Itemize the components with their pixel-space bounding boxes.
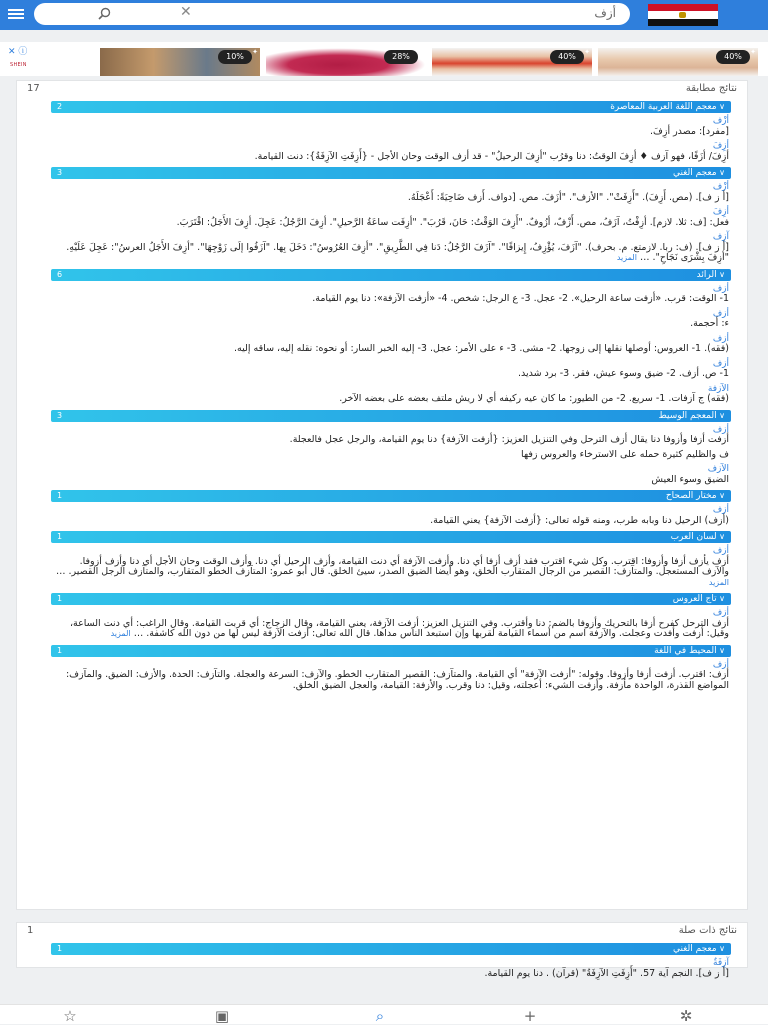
section-header[interactable] xyxy=(51,101,731,113)
section-count: 1 xyxy=(57,532,63,541)
dictionary-entry xyxy=(51,356,731,381)
dictionary-entry xyxy=(51,281,731,306)
dictionary-section xyxy=(51,531,731,589)
dictionary-section xyxy=(51,645,731,693)
top-bar xyxy=(0,0,768,30)
discount-badge: 10% xyxy=(218,50,252,64)
dictionary-section xyxy=(51,410,731,487)
entry-headword[interactable]: أزف xyxy=(712,659,729,670)
dictionary-entry xyxy=(51,502,731,527)
section-title: ∨ لسان العرب xyxy=(671,531,725,543)
section-header[interactable] xyxy=(51,531,731,543)
entry-definition: (أزف) الرحيل دنا وبابه طرب، ومنه قوله تعالى: {أزفت الآزفة} يعني القيامة. xyxy=(430,514,729,526)
section-header[interactable] xyxy=(51,943,731,955)
sparkle-icon: ✦ xyxy=(584,48,590,56)
entry-definition: [أ ز ف]. النجم آية 57. "أَزِفَتِ الآزِفَةُ" (قرآن) . دنا يوم القيامة. xyxy=(484,967,729,979)
search-input[interactable]: أزف xyxy=(594,6,616,20)
dictionary-entry xyxy=(51,113,731,138)
dictionary-entry: أزف أزف الترحل كفرح أزفا بالتحريك وأزوفا بالضم: دنا وأقترب. وفي التنزيل العزيز: أزفت الآزفة، يعني القيامة، وقال الزجاج: أي قربت القيامة. وقال الراغب: أي دنت الساعة، وقيل: أزفت وأفدت وعجلت. والآزفة اسم من أسماء القيامة لقربها وإن استبعد الناس مداها. قال الله تعالى: أزفت الآزفة ليس لها من دون الله كاشفة. … المزيد xyxy=(51,605,731,641)
ad-info-icon[interactable]: ✕ ⓘ xyxy=(8,47,28,57)
section-count: 3 xyxy=(57,168,63,177)
dictionary-section xyxy=(51,490,731,527)
entry-definition: [أ ز ف]. (مص. أَزِفَ). "أَزِفَتْ". "الأزف". "أزَفَ. مص. [دواف. أَزف ضَاحِيَةً: أَعْجَلَهُ. xyxy=(407,191,729,203)
section-title: ∨ المحيط في اللغة xyxy=(654,645,725,657)
dictionary-entry xyxy=(51,447,731,462)
section-header[interactable] xyxy=(51,269,731,281)
section-title: ∨ تاج العروس xyxy=(673,593,725,605)
search-nav-icon[interactable]: ⌕ xyxy=(375,1007,385,1025)
ad-item[interactable] xyxy=(598,48,758,76)
entry-headword[interactable]: أزف xyxy=(712,505,729,515)
entry-definition: أزف الترحل كفرح أزفا بالتحريك وأزوفا بالضم: دنا وأقترب. وفي التنزيل العزيز: أزفت الآزفة، يعني القيامة، وقال الزجاج: أي قربت القيامة. وقال الراغب: أي دنت الساعة، وقيل: أزفت وأفدت وعجلت. والآزفة اسم من أسماء القيامة لقربها وإن استبعد الناس مداها. قال الله تعالى: أزفت الآزفة ليس لها من دون الله كاشفة. xyxy=(69,617,729,639)
dictionary-entry xyxy=(51,381,731,406)
sparkle-icon: ✦ xyxy=(418,48,424,56)
dictionary-section xyxy=(51,101,731,163)
entry-definition: أزف: اقترب. أزفت أزفا وأزوفا. وقوله: "أزفت الآزفة" أي القيامة. والمتآزف: القصير المتقارب الخطو. والآزف: السرعة والعجلة. والتآزف: الحدة. والأزف: الضيق. والمآزف: المواضع القذرة، الواحدة مأزفة. وأزفت الشيء: أعجلته، وقيل: دنا وقرب. والأزفة: القيامة، والعجل الضيق الخلق. xyxy=(65,669,729,691)
sparkle-icon: ✦ xyxy=(750,48,756,56)
dictionary-entry xyxy=(51,331,731,356)
discount-badge: 28% xyxy=(384,50,418,64)
section-header[interactable] xyxy=(51,645,731,657)
country-flag-icon[interactable] xyxy=(648,4,718,26)
entry-headword[interactable]: أزف xyxy=(712,333,729,344)
related-header xyxy=(17,923,747,939)
favorites-icon[interactable]: ☆ xyxy=(63,1007,77,1025)
entry-definition: ء: أحجمة. xyxy=(690,318,729,329)
entry-definition: أزفت أزفا وأزوفا دنا يقال أزف الترحل وفي التنزيل العزيز: {أزفت الآزفة} دنا يوم القيامة، والرجل عجل فالعجلة. xyxy=(289,434,729,445)
entry-headword[interactable]: أزْف xyxy=(712,116,729,126)
sparkle-icon: ✦ xyxy=(252,48,258,56)
dictionary-section xyxy=(51,167,731,265)
entry-headword[interactable]: أزف xyxy=(712,424,729,435)
ad-item[interactable] xyxy=(432,48,592,76)
dictionary-entry: أزف أزف يأزف أزفا وأزوفا: اقترب. وكل شيء اقترب فقد أزف أزفا أي دنا. وأزفت الآزفة أي دنت القيامة، وأزف الرحيل أي دنا. وأزف الوقت وحان الأجل أي دنا وأزف أزوفا. والآزف المستعجل. والمتآزف: القصير من الرجال المتقارب الخلق، وهو أيضا الضيق الصدر، سيئ الخلق. قال أبو عمرو: المتآزف الخطو المتقارب، والمتآزف الرجل القصير. … المزيد xyxy=(51,543,731,589)
results-card xyxy=(16,80,748,910)
ad-item[interactable] xyxy=(100,48,260,76)
entry-definition: الضيق وسوء العيش xyxy=(651,473,729,485)
entry-headword[interactable]: الآزف xyxy=(707,464,729,474)
section-title: ∨ معجم اللغة العربية المعاصرة xyxy=(610,101,725,113)
entry-headword[interactable]: أزِفَ xyxy=(712,141,729,151)
dictionary-section xyxy=(51,593,731,641)
entry-definition: ف والظليم كثيرة حمله على الاسترخاء والعروس زفها xyxy=(521,448,729,460)
section-title: ∨ الرائد xyxy=(697,269,725,281)
entry-headword[interactable]: آزِف xyxy=(712,232,729,242)
section-count: 1 xyxy=(57,944,63,953)
entry-headword[interactable]: أزف xyxy=(712,546,729,556)
dictionary-entry xyxy=(51,955,731,980)
ad-brand-label: SHEIN xyxy=(10,62,27,68)
section-header[interactable] xyxy=(51,410,731,422)
section-header[interactable] xyxy=(51,490,731,502)
dictionary-entry: آزِف [أ ز ف]. (ف: ربا. لازمتع. م. بحرف). "آزَفَ، يُؤْزِفُ، إِيزافًا". "آزَفَ الرَّجُلُ: دَنا فِي الطَّرِيقِ". "أزِفَ العُرُوسُ": دَخَلَ بِها. "آزَفُوا إلَى زَوْجِهَا". "أزِفَ الأَجَلُ العرسُ": عَجِلَ عَلَيْهِ. "أزِفَ بِشْرَى نَجَاحِ". … المزيد xyxy=(51,229,731,265)
discount-badge: 40% xyxy=(550,50,584,64)
more-link[interactable]: المزيد xyxy=(110,629,131,638)
entry-definition: [مفرد]: مصدر أزِفَ. xyxy=(649,125,729,137)
entry-definition: 1- ص. أزف. 2- ضيق وسوء عيش، فقر. 3- برد شديد. xyxy=(517,368,729,379)
dictionary-section xyxy=(51,943,731,980)
results-header xyxy=(17,81,747,97)
ad-banner[interactable] xyxy=(0,42,768,76)
dictionary-entry xyxy=(51,461,731,486)
entry-definition: (فقه) ج آزفات. 1- سريع. 2- من الطيور: ما كان عيه ركيفه أي لا ريش ملتف بعضه على بعضه الآخر. xyxy=(339,393,729,404)
search-icon[interactable] xyxy=(98,7,111,20)
related-count: 1 xyxy=(27,925,34,936)
bottom-nav xyxy=(0,1004,768,1024)
entry-definition: 1- الوقت: قرب. «أزفت ساعة الرحيل». 2- عجل. 3- ع الرجل: شخص. 4- «أزفت الآزفة»: دنا يوم القيامة. xyxy=(312,293,729,304)
section-count: 1 xyxy=(57,594,63,603)
section-title: ∨ المعجم الوسيط xyxy=(658,410,725,422)
entry-definition: (فقه). 1- العروس: أوصلها نقلها إلى زوجها. 2- مشى. 3- ء على الأمر: عجل. 3- إليه الخبر السار: أو نحوه: نقله إليه، ساقه إليه. xyxy=(234,343,729,354)
entry-headword[interactable]: أزف xyxy=(712,308,729,319)
section-header[interactable] xyxy=(51,593,731,605)
discount-badge: 40% xyxy=(716,50,750,64)
dictionary-section xyxy=(51,269,731,406)
dictionary-entry xyxy=(51,422,731,447)
results-label: نتائج مطابقة xyxy=(685,83,737,94)
entry-headword[interactable]: أزْف xyxy=(712,182,729,192)
entry-headword[interactable]: أزف xyxy=(712,358,729,369)
add-icon[interactable]: + xyxy=(523,1007,537,1025)
section-count: 3 xyxy=(57,410,63,420)
section-title: ∨ مختار الصحاح xyxy=(666,490,725,502)
entry-headword[interactable]: أزف xyxy=(712,608,729,618)
entry-headword[interactable]: آزِفَةٌ xyxy=(713,958,729,968)
search-bar[interactable] xyxy=(34,3,630,25)
entry-definition: فعل: [ف: ثلا. لازم]. أزِفْتُ، آزَفُ، مص. أَزْفٌ، أزُوفٌ. "أَزِفَ الوَقْتُ: حَانَ، قَرُبَ". "أزِفَت ساعَةُ الرَّحيلِ". أزِفَ الرَّجُلُ: عَجِلَ. أزِفَ الأَجَلُ: اقْتَرَبَ. xyxy=(176,216,729,228)
dictionary-entry xyxy=(51,657,731,693)
close-icon[interactable]: ✕ xyxy=(180,4,192,20)
section-title: ∨ معجم الغني xyxy=(673,943,725,955)
entry-headword[interactable]: أزف xyxy=(712,283,729,294)
ad-item[interactable] xyxy=(266,48,426,76)
results-count: 17 xyxy=(27,83,40,94)
related-results-card xyxy=(16,922,748,979)
history-icon[interactable]: ▣ xyxy=(214,1007,230,1025)
entry-headword[interactable]: الآزفة xyxy=(707,383,729,394)
entry-headword[interactable]: أزِفَ xyxy=(712,207,729,217)
section-title: ∨ معجم الغني xyxy=(673,167,725,179)
related-label: نتائج ذات صلة xyxy=(678,925,737,936)
menu-icon[interactable] xyxy=(6,5,26,23)
section-count: 1 xyxy=(57,645,63,655)
more-link[interactable]: المزيد xyxy=(616,253,637,262)
settings-icon[interactable]: ✲ xyxy=(679,1007,693,1025)
more-link[interactable]: المزيد xyxy=(708,577,729,587)
section-count: 2 xyxy=(57,102,63,111)
dictionary-entry xyxy=(51,179,731,204)
dictionary-entry xyxy=(51,204,731,229)
entry-definition: أزف يأزف أزفا وأزوفا: اقترب. وكل شيء اقترب فقد أزف أزفا أي دنا. وأزفت الآزفة أي دنت القيامة، وأزف الرحيل أي دنا. وأزف الوقت وحان الأجل أي دنا وأزف أزوفا. والآزف المستعجل. والمتآزف: القصير من الرجال المتقارب الخلق، وهو أيضا الضيق الصدر، سيئ الخلق. قال أبو عمرو: المتآزف الخطو المتقارب، والمتآزف الرجل القصير. xyxy=(68,555,729,577)
dictionary-entry xyxy=(51,138,731,163)
section-header[interactable] xyxy=(51,167,731,179)
dictionary-entry xyxy=(51,306,731,331)
entry-definition: [أ ز ف]. (ف: ربا. لازمتع. م. بحرف). "آزَفَ، يُؤْزِفُ، إِيزافًا". "آزَفَ الرَّجُلُ: دَنا فِي الطَّرِيقِ". "أزِفَ العُرُوسُ": دَخَلَ بِها. "آزَفُوا إلَى زَوْجِهَا". "أزِفَ الأَجَلُ العرسُ": عَجِلَ عَلَيْهِ. "أزِفَ بِشْرَى نَجَاحِ". xyxy=(66,241,729,263)
entry-definition: أزِفَ/ أزَفًا، فهو آزف ♦ أزِفَ الوقتُ: دنا وقرُب "أزِفَ الرحيلُ" - قد أزف الوقت وحان الأجل - {أَزِفَتِ الآزِفَةُ}: دنت القيامة. xyxy=(254,150,729,162)
section-count: 6 xyxy=(57,269,63,279)
section-count: 1 xyxy=(57,491,63,500)
